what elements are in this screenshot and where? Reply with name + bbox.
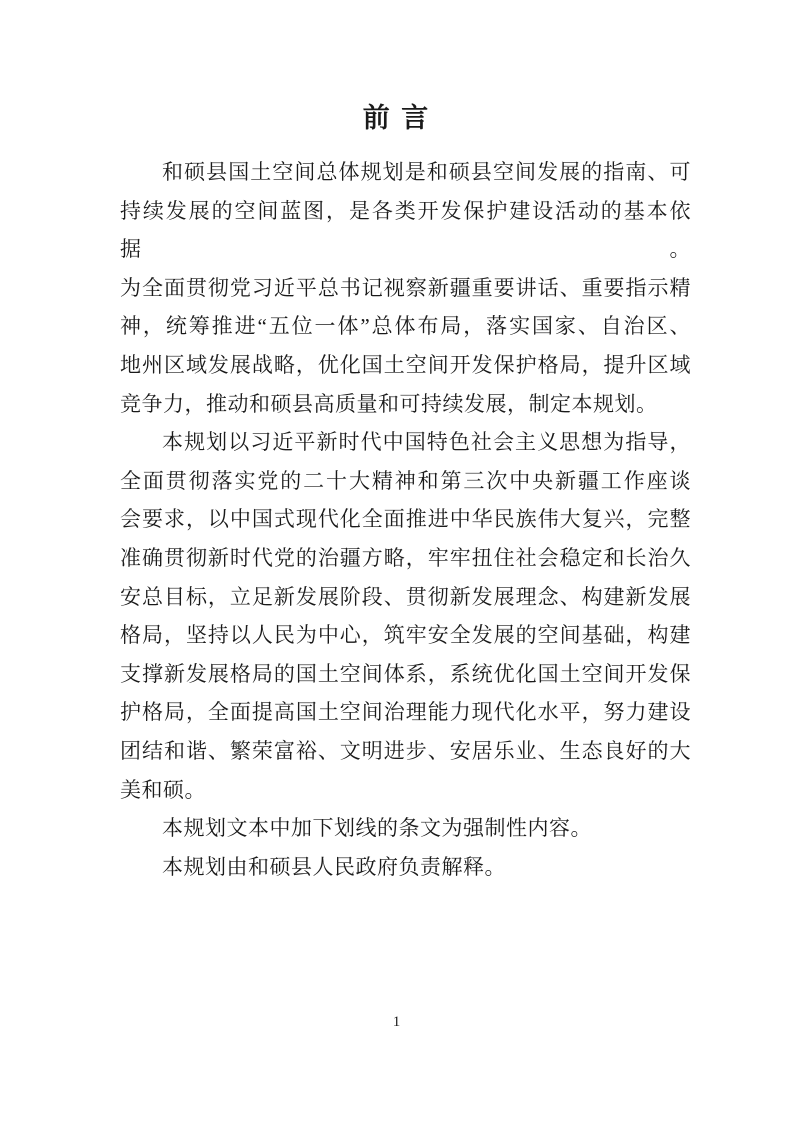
paragraph: [120, 153, 691, 423]
text-line: 团结和谐、繁荣富裕、文明进步、安居乐业、生态良好的大: [120, 738, 691, 763]
text-line: 本规划以习近平新时代中国特色社会主义思想为指导，: [162, 430, 691, 455]
text-line: 全面贯彻落实党的二十大精神和第三次中央新疆工作座谈: [120, 468, 691, 493]
text-line: 本规划由和硕县人民政府负责解释。: [162, 854, 506, 879]
text-line: 格局，坚持以人民为中心，筑牢安全发展的空间基础，构建: [120, 623, 691, 648]
text-line: 神，统筹推进“五位一体”总体布局，落实国家、自治区、: [120, 314, 691, 339]
text-line: 本规划文本中加下划线的条文为强制性内容。: [162, 816, 592, 841]
text-line: 美和硕。: [120, 777, 206, 802]
text-line: 持续发展的空间蓝图，是各类开发保护建设活动的基本依据。: [120, 198, 691, 262]
text-line: 会要求，以中国式现代化全面推进中华民族伟大复兴，完整: [120, 507, 691, 532]
text-line: 竞争力，推动和硕县高质量和可持续发展，制定本规划。: [120, 391, 658, 416]
page-title: 前 言: [362, 103, 431, 133]
paragraph: [120, 423, 691, 809]
page-number: 1: [392, 1014, 401, 1030]
text-line: 支撑新发展格局的国土空间体系，系统优化国土空间开发保: [120, 661, 691, 686]
text-line: 为全面贯彻党习近平总书记视察新疆重要讲话、重要指示精: [120, 275, 691, 300]
text-line: 和硕县国土空间总体规划是和硕县空间发展的指南、可: [162, 160, 691, 184]
text-line: 地州区域发展战略，优化国土空间开发保护格局，提升区域: [120, 352, 691, 377]
text-line: 安总目标，立足新发展阶段、贯彻新发展理念、构建新发展: [120, 584, 691, 609]
paragraph: [120, 848, 691, 887]
text-line: 准确贯彻新时代党的治疆方略，牢牢扭住社会稳定和长治久: [120, 545, 691, 570]
document-body: [120, 153, 691, 886]
text-line: 护格局，全面提高国土空间治理能力现代化水平，努力建设: [120, 700, 691, 725]
paragraph: [120, 809, 691, 848]
